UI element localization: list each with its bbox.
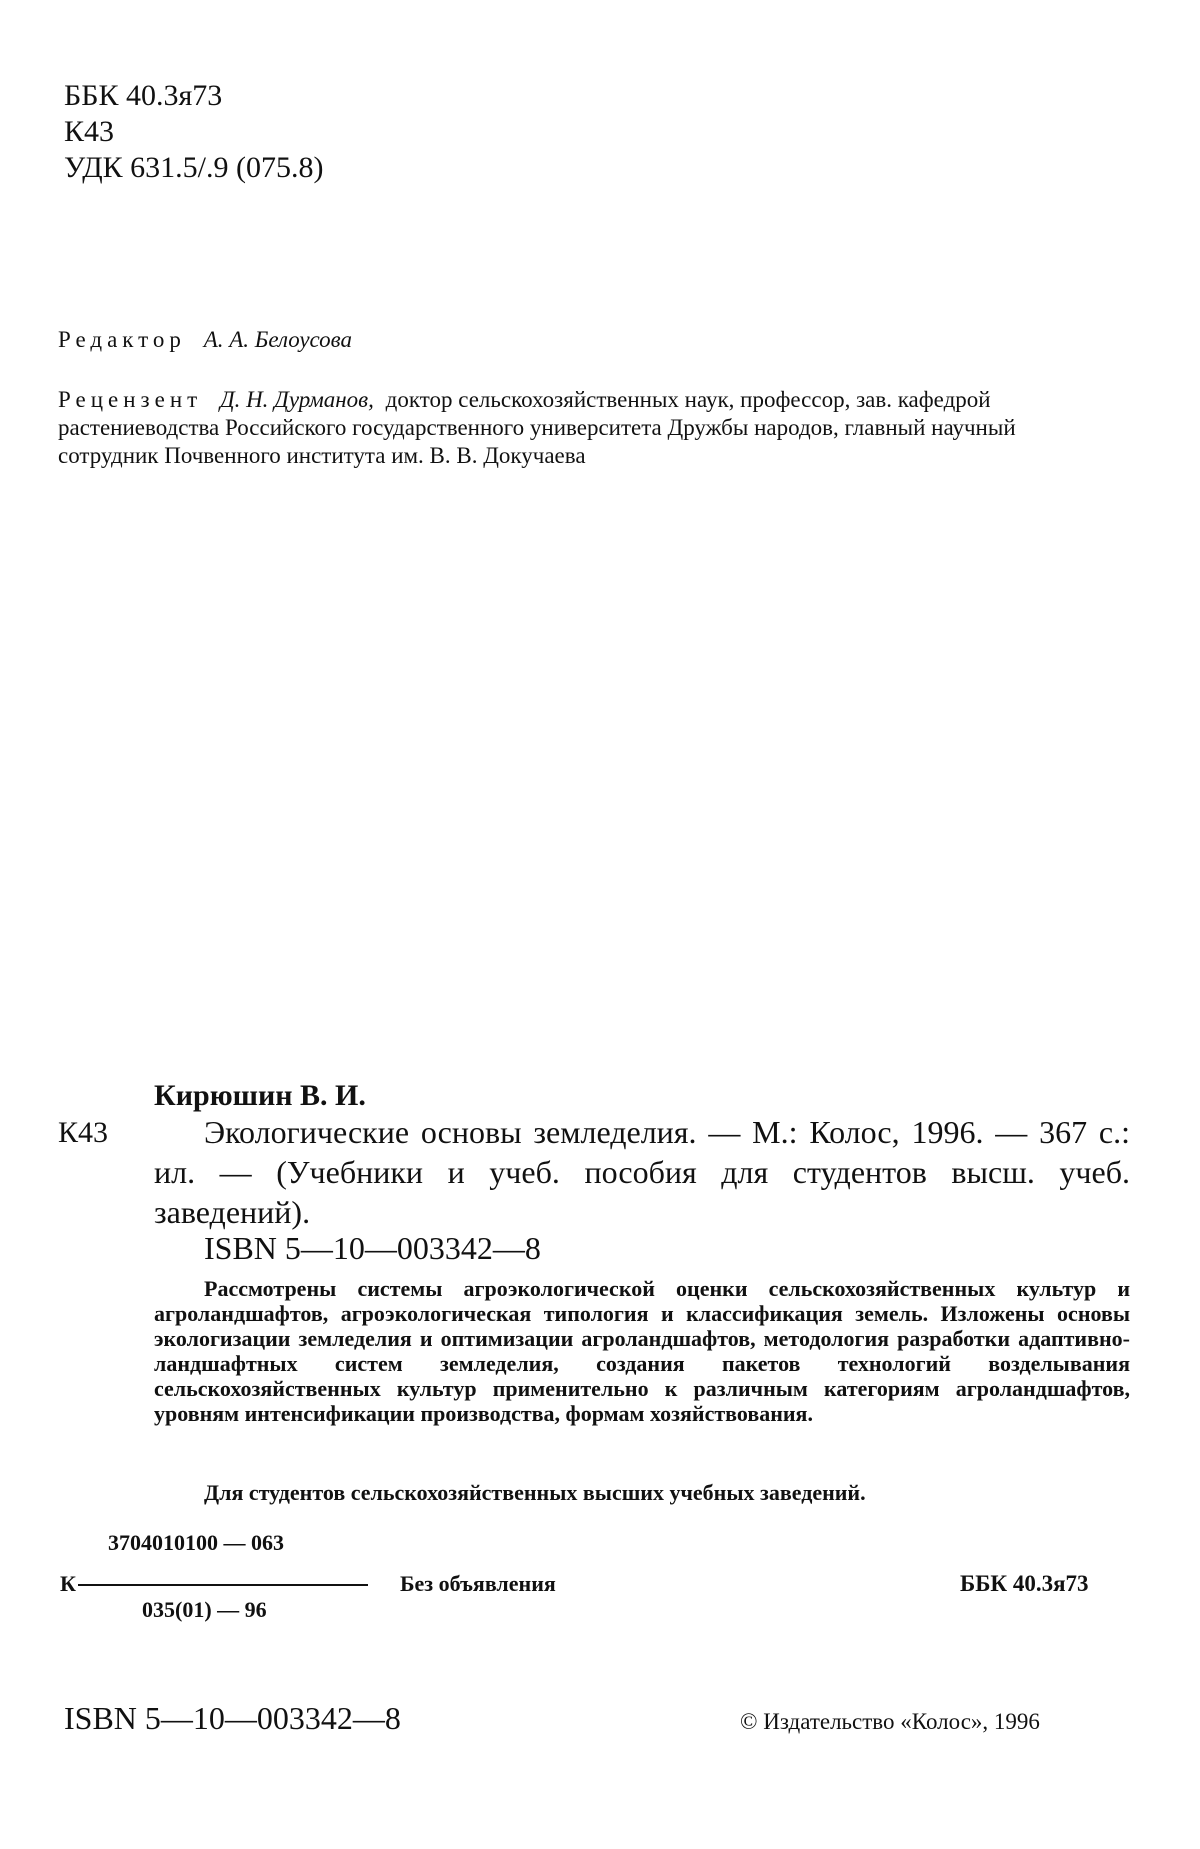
reviewer-credentials: доктор сельскохозяйственных наук, профессор, зав. кафедрой растениеводства Российского государственного университета Дружбы народов, главный научный сотрудник Почвенного института им. В. В. Докучаева — [58, 387, 1016, 468]
bbk-code: ББК 40.3я73 — [64, 79, 223, 112]
imprint-numerator: 3704010100 — 063 — [108, 1530, 284, 1555]
footer-copyright: © Издательство «Колос», 1996 — [740, 1709, 1040, 1734]
card-isbn: ISBN 5—10—003342—8 — [204, 1230, 541, 1266]
imprint-denominator: 035(01) — 96 — [142, 1597, 267, 1622]
editor-name: А. А. Белоусова — [203, 327, 353, 352]
card-annotation — [154, 1276, 1130, 1426]
reviewer-block — [58, 386, 1118, 470]
editor-role: Редактор — [58, 327, 186, 352]
author-mark: К43 — [64, 115, 115, 148]
card-description — [154, 1112, 1130, 1232]
reviewer-name: Д. Н. Дурманов, — [219, 387, 374, 412]
udk-code: УДК 631.5/.9 (075.8) — [64, 151, 324, 184]
card-description-text: Экологические основы земледелия. — М.: Колос, 1996. — 367 с.: ил. — (Учебники и учеб. пособия для студентов высш. учеб. заведений). — [154, 1114, 1130, 1230]
imprint-no-ad: Без объявления — [400, 1571, 556, 1596]
imprint-bbk: ББК 40.3я73 — [960, 1571, 1089, 1596]
imprint-k-letter: К — [60, 1571, 76, 1596]
footer-isbn: ISBN 5—10—003342—8 — [64, 1700, 401, 1736]
card-author: Кирюшин В. И. — [154, 1079, 366, 1112]
card-code: К43 — [58, 1116, 109, 1149]
editor-line — [58, 326, 1118, 354]
imprint-fraction-line — [78, 1584, 368, 1586]
card-annotation-text: Рассмотрены системы агроэкологической оценки сельскохозяйственных культур и агроландшафтов, агроэкологическая типология и классификация земель. Изложены основы экологизации земледелия и оптимизации агроландшафтов, методология разработки адаптивно-ландшафтных систем земледелия, создания пакетов технологий возделывания сельскохозяйственных культур применительно к различным категориям агроландшафтов, уровням интенсификации производства, формам хозяйствования. — [154, 1276, 1130, 1426]
card-audience: Для студентов сельскохозяйственных высших учебных заведений. — [204, 1480, 866, 1505]
classification-codes — [64, 78, 324, 186]
reviewer-role: Рецензент — [58, 387, 203, 412]
